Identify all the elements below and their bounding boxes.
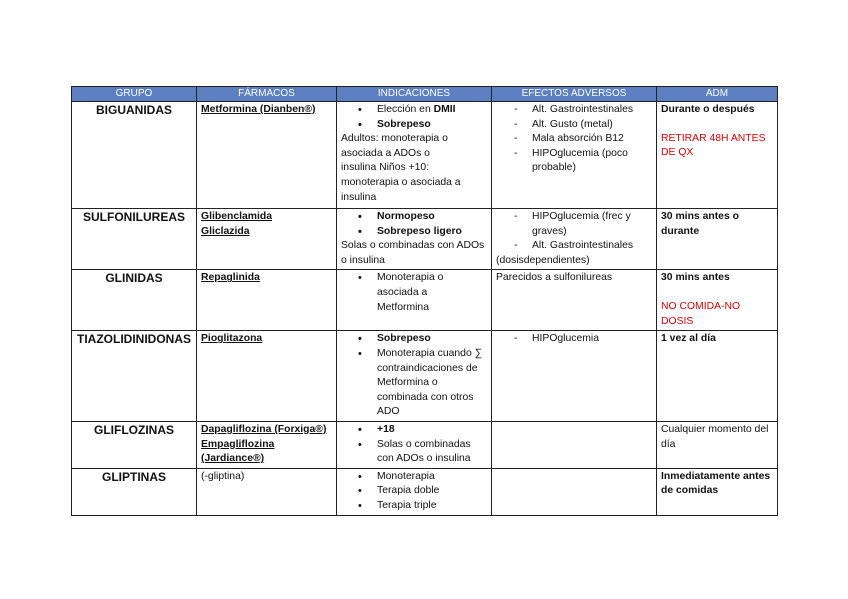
farmacos-cell [197, 270, 337, 331]
table-row [72, 102, 778, 209]
grupo-cell: GLINIDAS [72, 270, 197, 331]
indicaciones-text: Solas o combinadas con ADOs o insulina [341, 240, 485, 266]
adm-note: RETIRAR 48H ANTES DE QX [661, 132, 766, 159]
farmacos-cell [197, 468, 337, 515]
drug-name: Gliclazida [201, 225, 250, 237]
header-farmacos: FÁRMACOS [197, 87, 337, 102]
list-item: • Sobrepeso [341, 118, 487, 133]
list-item: - Mala absorción B12 [496, 132, 652, 147]
adm-text: 30 mins antes o durante [661, 211, 739, 237]
grupo-cell: BIGUANIDAS [72, 102, 197, 209]
efectos-text: Parecidos a sulfonilureas [496, 272, 613, 284]
list-item: • Monoterapia [341, 470, 487, 485]
indicaciones-text: Adultos: monoterapia o asociada a ADOs o insulina Niños +10: monoterapia o asociada a insulina [341, 133, 461, 203]
grupo-cell: TIAZOLIDINIDONAS [72, 331, 197, 422]
efectos-cell [492, 331, 657, 422]
header-adm: ADM [657, 87, 778, 102]
adm-cell [657, 421, 778, 468]
drug-name: Glibenclamida [201, 211, 273, 222]
grupo-cell: SULFONILUREAS [72, 209, 197, 270]
adm-cell [657, 209, 778, 270]
indicaciones-cell [337, 270, 492, 331]
list-item: • Monoterapia cuando ∑ contraindicaciones de Metformina o combinada con otros ADO [341, 347, 487, 420]
drug-table [71, 86, 778, 516]
grupo-cell: GLIPTINAS [72, 468, 197, 515]
drug-name: Repaglinida [201, 272, 260, 284]
header-grupo: GRUPO [72, 87, 197, 102]
drug-name: Dapagliflozina (Forxiga®) [201, 423, 327, 435]
adm-text: Cualquier momento del día [661, 423, 769, 450]
drug-name: Metformina (Dianben®) [201, 104, 316, 115]
table-row [72, 331, 778, 422]
list-item: - HIPOglucemia [496, 332, 652, 347]
list-item: - Alt. Gusto (metal) [496, 118, 652, 133]
efectos-cell [492, 102, 657, 209]
list-item: - HIPOglucemia (poco probable) [496, 147, 652, 176]
adm-cell [657, 331, 778, 422]
list-item: - HIPOglucemia (frec y graves) [496, 210, 652, 239]
adm-text: Durante o después [661, 104, 755, 115]
drug-name: Empagliflozina (Jardiance®) [201, 438, 275, 465]
list-item: - Alt. Gastrointestinales [496, 103, 652, 118]
adm-cell [657, 270, 778, 331]
efectos-cell [492, 468, 657, 515]
list-item: • Terapia doble [341, 484, 487, 499]
list-item: • +18 [341, 423, 487, 438]
grupo-cell: GLIFLOZINAS [72, 421, 197, 468]
indicaciones-cell [337, 468, 492, 515]
list-item: • Terapia triple [341, 499, 487, 514]
farmacos-cell [197, 209, 337, 270]
table-row [72, 421, 778, 468]
drug-name: Pioglitazona [201, 333, 263, 345]
list-item: • Sobrepeso ligero [341, 225, 487, 240]
adm-cell [657, 102, 778, 209]
table-row [72, 270, 778, 331]
list-item: • Monoterapia o asociada a Metformina [341, 271, 487, 315]
list-item: - Alt. Gastrointestinales [496, 239, 652, 254]
indicaciones-cell [337, 102, 492, 209]
list-item: • Elección en DMII [341, 103, 487, 118]
list-item: • Sobrepeso [341, 332, 487, 347]
list-item: • Solas o combinadas con ADOs o insulina [341, 438, 487, 467]
efectos-cell [492, 270, 657, 331]
adm-note: NO COMIDA-NO DOSIS [661, 300, 741, 327]
drug-name: (-gliptina) [201, 470, 245, 482]
efectos-cell [492, 209, 657, 270]
adm-cell [657, 468, 778, 515]
farmacos-cell [197, 102, 337, 209]
efectos-tail: (dosisdependientes) [496, 254, 590, 266]
adm-text: 1 vez al día [661, 333, 716, 345]
adm-text: Inmediatamente antes de comidas [661, 470, 771, 497]
farmacos-cell [197, 421, 337, 468]
indicaciones-cell [337, 209, 492, 270]
efectos-cell [492, 421, 657, 468]
header-row [72, 87, 778, 102]
indicaciones-cell [337, 421, 492, 468]
table-row [72, 468, 778, 515]
indicaciones-cell [337, 331, 492, 422]
adm-text: 30 mins antes [661, 272, 730, 284]
farmacos-cell [197, 331, 337, 422]
header-indicaciones: INDICACIONES [337, 87, 492, 102]
list-item: • Normopeso [341, 210, 487, 225]
table-row [72, 209, 778, 270]
header-efectos-adversos: EFECTOS ADVERSOS [492, 87, 657, 102]
